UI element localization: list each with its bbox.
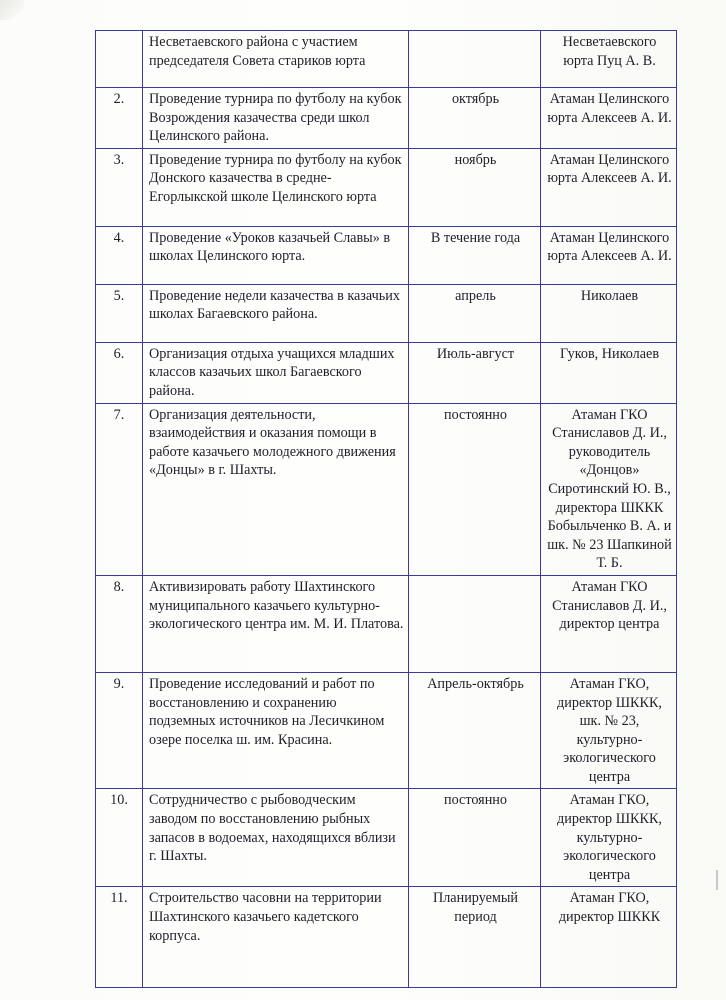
- row-number: 3.: [96, 148, 143, 226]
- table-row: [96, 789, 677, 887]
- event-term: октябрь: [409, 88, 541, 149]
- event-term: постоянно: [409, 403, 541, 575]
- event-term: [409, 575, 541, 672]
- event-description: Активизировать работу Шахтинского муниципального казачьего культурно-экологического центра им. М. И. Платова.: [143, 575, 409, 672]
- event-description: Строительство часовни на территории Шахтинского казачьего кадетского корпуса.: [143, 887, 409, 988]
- table-row: [96, 672, 677, 789]
- event-responsible: Николаев: [541, 284, 677, 342]
- row-number: 7.: [96, 403, 143, 575]
- event-responsible: Гуков, Николаев: [541, 342, 677, 403]
- row-number: 6.: [96, 342, 143, 403]
- event-responsible: Атаман ГКО, директор ШККК, культурно-экологического центра: [541, 789, 677, 887]
- event-plan-table: [95, 30, 677, 988]
- event-responsible: Атаман Целинского юрта Алексеев А. И.: [541, 88, 677, 149]
- table-row: [96, 403, 677, 575]
- event-description: Проведение недели казачества в казачьих школах Багаевского района.: [143, 284, 409, 342]
- row-number: 11.: [96, 887, 143, 988]
- event-responsible: Атаман ГКО, директор ШККК: [541, 887, 677, 988]
- event-responsible: Атаман ГКО Станиславов Д. И., руководитель «Донцов» Сиротинский Ю. В., директора ШККК Бобыльченко В. А. и шк. № 23 Шапкиной Т. Б.: [541, 403, 677, 575]
- row-number: 4.: [96, 226, 143, 284]
- table-row: [96, 31, 677, 88]
- event-term: [409, 31, 541, 88]
- table-row: [96, 575, 677, 672]
- event-term: апрель: [409, 284, 541, 342]
- event-description: Проведение турнира по футболу на кубок Возрождения казачества среди школ Целинского района.: [143, 88, 409, 149]
- row-number: 2.: [96, 88, 143, 149]
- event-description: Организация отдыха учащихся младших классов казачьих школ Багаевского района.: [143, 342, 409, 403]
- table-row: [96, 226, 677, 284]
- scan-artifact: [716, 870, 718, 890]
- event-description: Несветаевского района с участием председателя Совета стариков юрта: [143, 31, 409, 88]
- table-row: [96, 284, 677, 342]
- row-number: 10.: [96, 789, 143, 887]
- event-term: Апрель-октябрь: [409, 672, 541, 789]
- table-row: [96, 88, 677, 149]
- event-description: Проведение турнира по футболу на кубок Донского казачества в средне- Егорлыкской школе Целинского юрта: [143, 148, 409, 226]
- event-responsible: Несветаевского юрта Пуц А. В.: [541, 31, 677, 88]
- row-number: [96, 31, 143, 88]
- event-responsible: Атаман Целинского юрта Алексеев А. И.: [541, 148, 677, 226]
- event-term: В течение года: [409, 226, 541, 284]
- row-number: 5.: [96, 284, 143, 342]
- table-row: [96, 887, 677, 988]
- table-row: [96, 148, 677, 226]
- event-description: Сотрудничество с рыбоводческим заводом по восстановлению рыбных запасов в водоемах, находящихся вблизи г. Шахты.: [143, 789, 409, 887]
- event-description: Проведение «Уроков казачьей Славы» в школах Целинского юрта.: [143, 226, 409, 284]
- event-responsible: Атаман ГКО, директор ШККК, шк. № 23, культурно-экологического центра: [541, 672, 677, 789]
- event-description: Проведение исследований и работ по восстановлению и сохранению подземных источников на Лесичкином озере поселка ш. им. Красина.: [143, 672, 409, 789]
- event-term: ноябрь: [409, 148, 541, 226]
- event-term: Июль-август: [409, 342, 541, 403]
- table-row: [96, 342, 677, 403]
- event-responsible: Атаман Целинского юрта Алексеев А. И.: [541, 226, 677, 284]
- event-description: Организация деятельности, взаимодействия и оказания помощи в работе казачьего молодежного движения «Донцы» в г. Шахты.: [143, 403, 409, 575]
- row-number: 8.: [96, 575, 143, 672]
- page-corner: [0, 0, 24, 20]
- row-number: 9.: [96, 672, 143, 789]
- event-term: Планируемый период: [409, 887, 541, 988]
- event-responsible: Атаман ГКО Станиславов Д. И., директор центра: [541, 575, 677, 672]
- event-term: постоянно: [409, 789, 541, 887]
